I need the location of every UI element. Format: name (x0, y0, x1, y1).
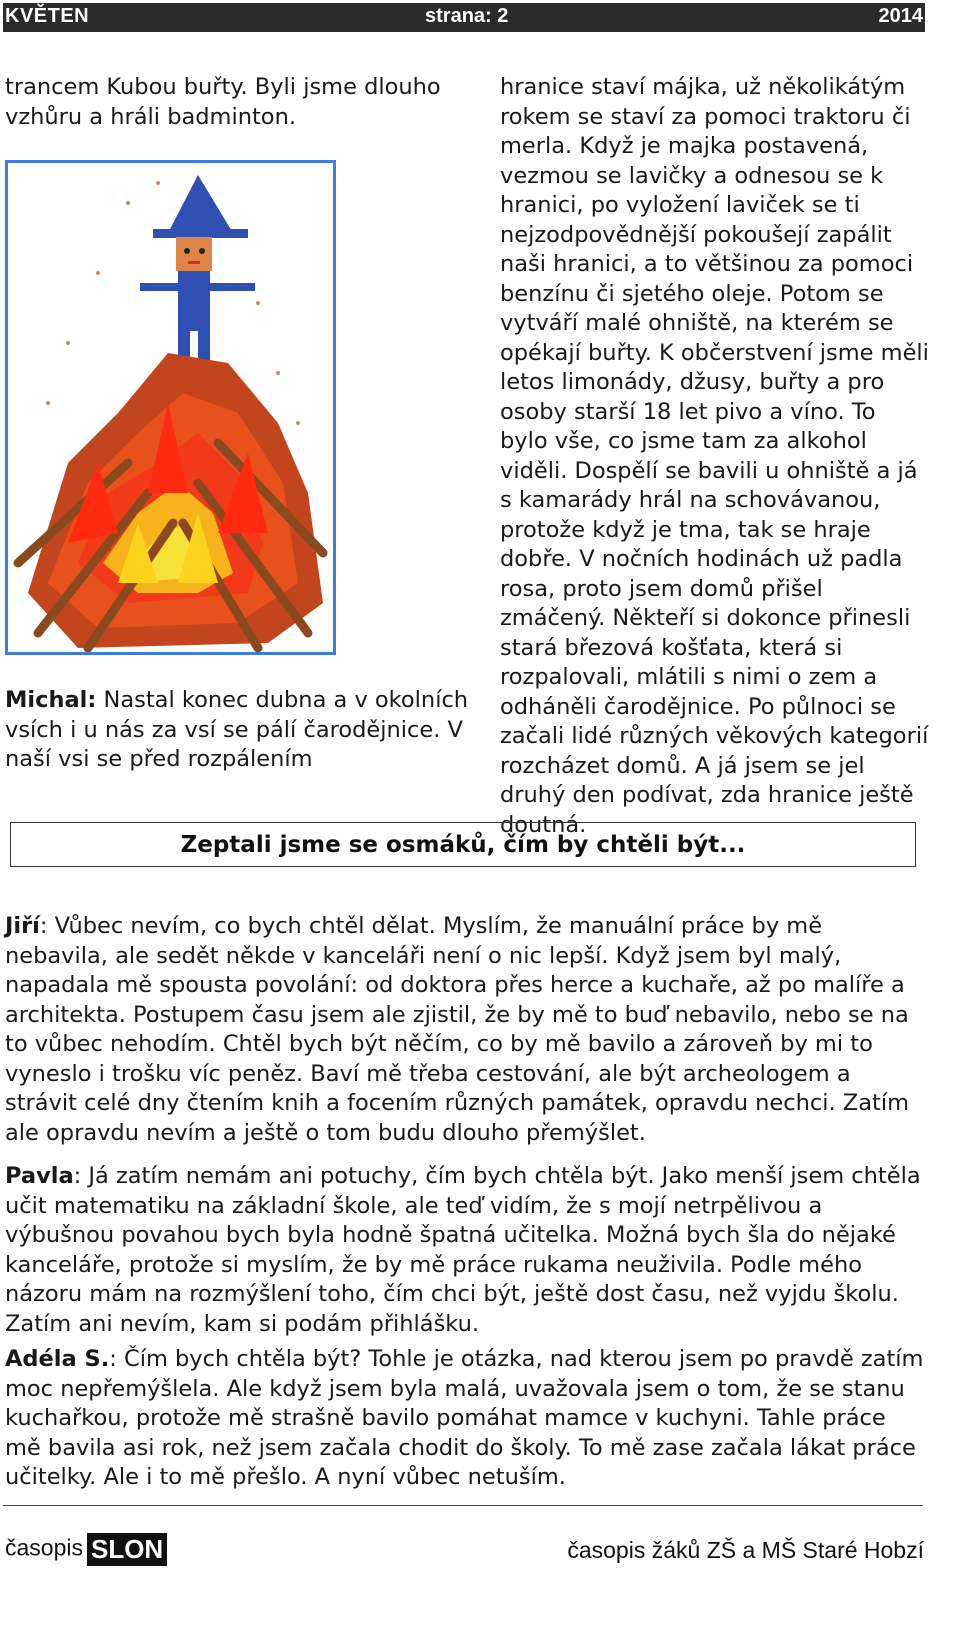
header-year: 2014 (878, 5, 923, 27)
answer-block (5, 1162, 925, 1339)
answer-name: Adéla S. (5, 1346, 110, 1372)
right-column-text: hranice staví májka, už několikátým rokem se staví za pomoci traktoru či merla. Když je majka postavená, vezmou se lavičky a odnesou se k hranici, po vyložení laviček se ti nejzodpovědnější pokoušejí zapálit naši hranici, a to většinou za pomoci benzínu či sjetého oleje. Potom se vytváří malé ohniště, na kterém se opékají buřty. K občerstvení jsme měli letos limonády, džusy, buřty a pro osoby starší 18 let pivo a víno. To bylo vše, co jsme tam za alkohol viděli. Dospělí se bavili u ohniště a já s kamarády hrál na schovávanou, protože když je tma, tak se hraje dobře. V nočních hodinách už padla rosa, proto jsem domů přišel zmáčený. Někteří si dokonce přinesli stará březová košťata, která si rozpalovali, mlátili s nimi o zem a odháněli čarodějnice. Po půlnoci se začali lidé různých věkových kategorií rozcházet domů. A já jsem se jel druhý den podívat, zda hranice ještě doutná. (500, 74, 929, 838)
slon-logo: SLON (87, 1533, 167, 1566)
footer-left (5, 1533, 167, 1566)
answer-name: Pavla (5, 1163, 74, 1189)
right-column (500, 73, 930, 840)
footer-divider (3, 1505, 923, 1506)
bonfire-drawing (5, 160, 336, 655)
answer-block (5, 1345, 925, 1493)
left-bottom-text: Nastal konec dubna a v okolních vsích i u nás za vsí se pálí čarodějnice. V naší vsi se před rozpálením (5, 687, 469, 772)
answer-text: : Čím bych chtěla být? Tohle je otázka, nad kterou jsem po pravdě zatím moc nepřemýšlela. Ale když jsem byla malá, uvažovala jsem o tom, že se stanu kuchařkou, protože mě strašně bavilo pomáhat mamce v kuchyni. Tahle práce mě bavila asi rok, než jsem začala chodit do školy. To mě zase začala lákat práce učitelky. Ale i to mě přešlo. A nyní vůbec netuším. (5, 1346, 924, 1490)
answer-text: : Já zatím nemám ani potuchy, čím bych chtěla být. Jako menší jsem chtěla učit matematiku na základní škole, ale teď vidím, že s mojí netrpělivou a výbušnou povahou bych byla hodně špatná učitelka. Možná bych šla do nějaké kanceláře, protože si myslím, že by mě práce rukama neuživila. Podle mého názoru mám na rozmýšlení toho, čím chci být, ještě dost času, než vyjdu školu. Zatím ani nevím, kam si podám přihlášku. (5, 1163, 921, 1337)
footer-right: časopis žáků ZŠ a MŠ Staré Hobzí (567, 1537, 924, 1563)
section-banner: Zeptali jsme se osmáků, čím by chtěli být... (10, 822, 916, 867)
header-page-number: strana: 2 (425, 5, 509, 27)
footer-magazine-prefix: časopis (5, 1534, 83, 1561)
answer-name: Jiří (5, 913, 40, 939)
left-column-top (5, 73, 475, 132)
author-name-michal: Michal: (5, 687, 97, 713)
page-header (3, 3, 925, 32)
header-month: KVĚTEN (5, 5, 90, 27)
answer-text: : Vůbec nevím, co bych chtěl dělat. Myslím, že manuální práce by mě nebavila, ale sedět někde v kanceláři není o nic lepší. Když jsem byl malý, napadala mě spousta povolání: od doktora přes herce a kuchaře, až po malíře a architekta. Postupem času jsem ale zjistil, že by mě to buď nebavilo, nebo se na to vůbec nehodím. Chtěl bych být něčím, co by mě bavilo a zároveň by mi to vyneslo i trošku víc peněz. Baví mě třeba cestování, ale být archeologem a strávit celé dny čtením knih a focením různých památek, opravdu nechci. Zatím ale opravdu nevím a ještě o tom budu dlouho přemýšlet. (5, 913, 909, 1146)
left-bottom-paragraph (5, 686, 475, 775)
left-top-text: trancem Kubou buřty. Byli jsme dlouho vzhůru a hráli badminton. (5, 74, 441, 130)
answer-block (5, 912, 925, 1148)
left-column-bottom (5, 686, 475, 775)
